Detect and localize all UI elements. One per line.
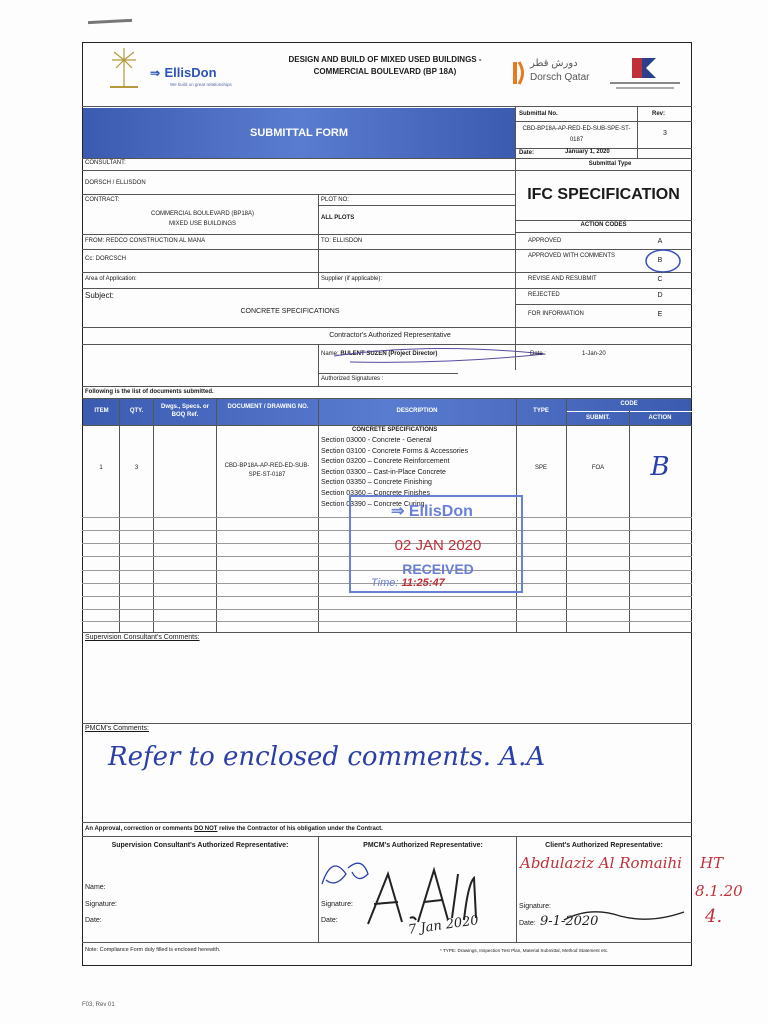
ellisdon-logo: [150, 64, 260, 94]
pmcm-comments-label: PMCM's Comments:: [85, 725, 149, 732]
client-date-label: Date:: [519, 920, 536, 927]
cc-label: Cc:: [85, 256, 94, 262]
desc-line: Section 03300 – Cast-in-Place Concrete: [321, 468, 446, 476]
form-title: SUBMITTAL FORM: [250, 127, 348, 139]
table-row-divider: [82, 596, 692, 597]
stamp-time: [371, 577, 445, 589]
pmcm-sig-date-handwritten: 7 Jan 2020: [407, 913, 480, 938]
contract-label: CONTRACT:: [85, 197, 120, 203]
stamp-brand: [391, 501, 473, 521]
row-type: SPE: [534, 465, 547, 471]
stamp-date: 02 JAN 2020: [394, 537, 482, 554]
col-dwgs: Dwgs., Specs. or BOQ Ref.: [160, 404, 209, 418]
project-title-line2: COMMERCIAL BOULEVARD (BP 18A): [313, 67, 457, 76]
ellisdon-brand: EllisDon: [164, 65, 217, 80]
submittal-type-label: Submittal Type: [588, 161, 632, 167]
action-code-label: REJECTED: [528, 292, 560, 298]
project-title-line1: DESIGN AND BUILD OF MIXED USED BUILDINGS -: [288, 55, 482, 64]
date-value: January 1, 2020: [565, 149, 610, 155]
col-code: CODE: [620, 401, 638, 407]
action-code-letter: A: [657, 238, 663, 245]
table-row-divider: [82, 609, 692, 610]
supervision-rep-title: Supervision Consultant's Authorized Representative:: [111, 842, 289, 849]
compliance-note: Note: Compliance Form duly filled is enclosed herewith.: [85, 947, 221, 953]
authorized-sig-label: Authorized Signatures :: [321, 376, 384, 382]
received-stamp: [349, 495, 523, 593]
action-code-label: FOR INFORMATION: [528, 311, 584, 317]
row-doc-no: CBD-BP18A-AP-RED-ED-SUB-SPE-ST-0187: [224, 463, 310, 478]
pmcm-date-label: Date:: [321, 917, 338, 924]
row-qty: 3: [134, 465, 139, 471]
col-qty: QTY.: [129, 408, 144, 414]
cc-value: DORCSCH: [95, 256, 127, 262]
from-label: FROM:: [85, 238, 105, 244]
contract-line1: COMMERCIAL BOULEVARD (BP18A): [150, 211, 255, 217]
row-desc-title: CONCRETE SPECIFICATIONS: [352, 427, 438, 433]
client-date-handwritten: 9-1-2020: [540, 914, 599, 929]
supervision-comments-label: Supervision Consultant's Comments:: [85, 634, 200, 641]
redco-logo: [610, 56, 680, 92]
contract-value: [90, 209, 315, 229]
action-code-letter: E: [657, 311, 663, 318]
desc-line: Section 03200 – Concrete Reinforcement: [321, 458, 450, 466]
col-description: DESCRIPTION: [396, 408, 438, 414]
pen-mark: [88, 19, 132, 24]
plot-value: ALL PLOTS: [321, 215, 355, 221]
desc-line: Section 03100 - Concrete Forms & Accessories: [321, 447, 469, 455]
redco-subtext: [610, 82, 680, 84]
rev-label: Rev:: [652, 111, 666, 117]
from-value: REDCO CONSTRUCTION AL MANA: [106, 238, 206, 244]
contractor-name-value: BULENT SUZEN (Project Director): [340, 351, 438, 357]
contractor-date-value: 1-Jan-20: [582, 351, 606, 357]
disclaimer-pre: An Approval, correction or comments: [85, 826, 195, 832]
action-code-letter: B: [657, 257, 663, 264]
subject-value: CONCRETE SPECIFICATIONS: [240, 308, 340, 315]
action-code-b-circle: [643, 248, 683, 274]
supplier-label: Supplier (if applicable):: [321, 276, 383, 282]
pmcm-rep-title: PMCM's Authorized Representative:: [363, 842, 483, 849]
dorsch-name: Dorsch Qatar: [530, 72, 590, 83]
desc-line: Section 03390 – Concrete Curing: [321, 500, 425, 508]
table-row-divider: [82, 621, 692, 622]
to-field: [321, 238, 362, 244]
stamp-time-value: 11:25:47: [401, 577, 445, 589]
red-note-ht: HT: [700, 854, 724, 872]
desc-line: Section 03350 – Concrete Finishing: [321, 479, 432, 487]
consultant-value: DORSCH / ELLISDON: [85, 180, 146, 186]
dorsch-mark-icon: [512, 60, 526, 86]
contractor-name-label: Name:: [321, 351, 339, 357]
red-note-mark: 4.: [705, 906, 723, 927]
to-label: TO:: [321, 238, 331, 244]
row-action-handwritten: B: [650, 452, 670, 482]
redco-subtext-2: [616, 87, 674, 89]
ellisdon-tagline: We build on great relationships: [170, 82, 232, 87]
client-signature-label: Signature:: [519, 903, 551, 910]
row-item: 1: [99, 465, 103, 471]
col-submit: SUBMIT.: [586, 415, 610, 421]
area-label: Area of Application:: [85, 276, 137, 282]
action-codes-title: ACTION CODES: [580, 222, 627, 228]
pmcm-comments-handwritten: Refer to enclosed comments. A.A: [108, 742, 546, 772]
action-code-letter: D: [657, 292, 663, 299]
submittal-no-value: CBD-BP18A-AP-RED-ED-SUB-SPE-ST-0187: [522, 126, 631, 143]
project-title: [270, 54, 500, 78]
date-label: Date:: [519, 150, 535, 156]
submittal-no-label: Submittal No.: [519, 111, 558, 117]
name-circle-mark: [330, 344, 550, 366]
desc-line: Section 03360 – Concrete Finishes: [321, 490, 430, 497]
client-rep-title: Client's Authorized Representative:: [545, 842, 663, 849]
action-code-label: APPROVED: [528, 238, 562, 244]
desc-line: Section 03000 - Concrete - General: [321, 437, 432, 444]
to-value: ELLISDON: [332, 238, 363, 244]
stamp-brand-text: EllisDon: [408, 503, 473, 520]
contractor-rep-title: Contractor's Authorized Representative: [329, 332, 451, 339]
palm-logo: [104, 46, 144, 92]
plot-label: PLOT NO:: [321, 197, 349, 203]
stamp-brand-icon: ⇒: [391, 503, 405, 520]
action-code-letter: C: [657, 276, 663, 283]
submittal-type-value: IFC SPECIFICATION: [527, 186, 680, 203]
redco-mark-icon: [630, 56, 658, 80]
col-item: ITEM: [94, 408, 109, 414]
contract-line2: MIXED USE BUILDINGS: [168, 221, 236, 227]
cc-field: [85, 256, 126, 262]
form-code: F03, Rev 01: [82, 1002, 115, 1008]
dorsch-arabic: دورش قطر: [530, 58, 578, 69]
col-action: ACTION: [648, 415, 672, 421]
row-submit: FOA: [591, 465, 605, 471]
disclaimer: [85, 826, 383, 832]
supervision-date-label: Date:: [85, 917, 102, 924]
subject-label: Subject:: [85, 291, 114, 300]
dorsch-logo: [512, 58, 604, 88]
red-note-date: 8.1.20: [695, 882, 743, 900]
consultant-label: CONSULTANT:: [85, 160, 126, 166]
type-note: * TYPE: Drawings, Inspection Test Plan, Material Submittal, Method Statement etc.: [440, 948, 609, 953]
client-name-handwritten: Abdulaziz Al Romaihi: [520, 854, 682, 872]
pmcm-signature-label: Signature:: [321, 901, 353, 908]
contractor-date-label: Date :: [530, 351, 547, 357]
supervision-signature-label: Signature:: [85, 901, 117, 908]
submittal-form-title-band: [83, 108, 515, 158]
rev-value: 3: [663, 130, 667, 137]
supervision-name-label: Name:: [85, 884, 106, 891]
action-code-divider: [515, 288, 692, 289]
stamp-time-label: Time:: [371, 577, 399, 589]
ellisdon-mark-icon: ⇒: [150, 66, 161, 80]
from-field: [85, 238, 205, 244]
documents-intro: Following is the list of documents submitted.: [85, 389, 214, 395]
action-code-label: REVISE AND RESUBMIT: [528, 276, 597, 282]
col-document: DOCUMENT / DRAWING NO.: [227, 404, 309, 410]
disclaimer-post: relive the Contractor of his obligation under the Contract.: [217, 826, 383, 832]
disclaimer-em: DO NOT: [194, 826, 218, 832]
col-type: TYPE: [533, 408, 549, 414]
action-code-divider: [515, 304, 692, 305]
action-code-label: APPROVED WITH COMMENTS: [528, 253, 616, 259]
stamp-received: RECEIVED: [402, 561, 474, 577]
